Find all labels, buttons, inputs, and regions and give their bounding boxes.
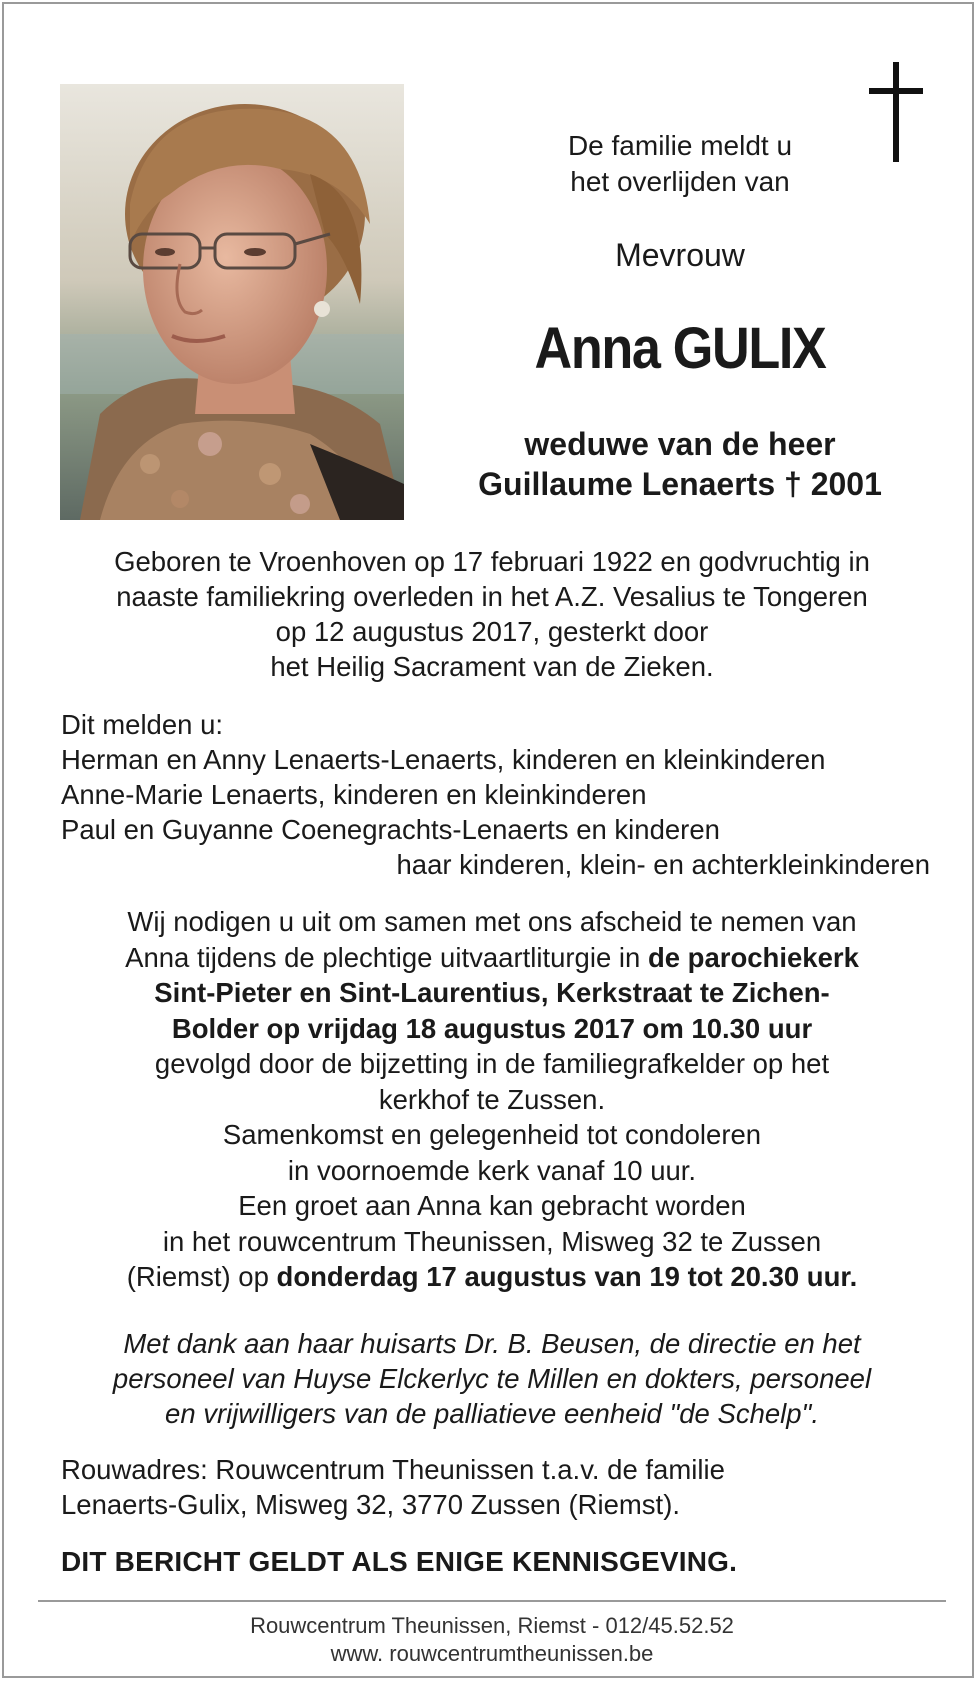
invite-line: in voornoemde kerk vanaf 10 uur. bbox=[287, 1154, 697, 1186]
invite-line: in het rouwcentrum Theunissen, Misweg 32 te Zussen bbox=[162, 1225, 822, 1257]
church-name: de parochiekerk bbox=[647, 941, 859, 973]
widow-of bbox=[434, 424, 926, 504]
announcer-row: Anne-Marie Lenaerts, kinderen en kleinkinderen bbox=[61, 779, 647, 810]
invite-line bbox=[44, 1259, 940, 1295]
announcers-heading: Dit melden u: bbox=[61, 709, 224, 740]
footer-contact: Rouwcentrum Theunissen, Riemst - 012/45.52.52 bbox=[250, 1613, 734, 1638]
invite-line bbox=[44, 975, 940, 1011]
invite-line bbox=[44, 1011, 940, 1047]
address-line: Rouwadres: Rouwcentrum Theunissen t.a.v. de familie bbox=[61, 1454, 725, 1485]
thanks-line: en vrijwilligers van de palliatieve eenheid "de Schelp". bbox=[165, 1398, 819, 1429]
paragraph-line: het Heilig Sacrament van de Zieken. bbox=[270, 651, 714, 682]
footer-divider bbox=[38, 1600, 946, 1602]
visitation-datetime: donderdag 17 augustus van 19 tot 20.30 uur. bbox=[276, 1261, 858, 1292]
announcer-closing: haar kinderen, klein- en achterkleinkinderen bbox=[396, 849, 930, 880]
portrait-illustration bbox=[60, 84, 404, 520]
thanks-paragraph bbox=[44, 1326, 940, 1431]
invite-line: Een groet aan Anna kan gebracht worden bbox=[238, 1190, 746, 1221]
paragraph-line: Geboren te Vroenhoven op 17 februari 1922 en godvruchtig in bbox=[114, 546, 870, 577]
thanks-line: Met dank aan haar huisarts Dr. B. Beusen, de directie en het bbox=[123, 1328, 861, 1359]
funeral-invitation bbox=[44, 904, 940, 1295]
invite-line: kerkhof te Zussen. bbox=[378, 1083, 606, 1115]
invite-text: Anna tijdens de plechtige uitvaartliturgie in bbox=[125, 941, 648, 973]
invite-line: gevolgd door de bijzetting in de familiegrafkelder op het bbox=[154, 1048, 830, 1079]
paragraph-line: naaste familiekring overleden in het A.Z. Vesalius te Tongeren bbox=[116, 581, 868, 612]
portrait-photo bbox=[60, 84, 404, 520]
funeral-datetime: Bolder op vrijdag 18 augustus 2017 om 10.30 uur bbox=[171, 1012, 813, 1044]
death-notice-card bbox=[2, 2, 974, 1678]
announcer-row: Herman en Anny Lenaerts-Lenaerts, kinderen en kleinkinderen bbox=[61, 744, 826, 775]
intro-text bbox=[434, 128, 926, 200]
church-location: Sint-Pieter en Sint-Laurentius, Kerkstraat te Zichen- bbox=[154, 977, 830, 1008]
intro-line: De familie meldt u bbox=[567, 130, 793, 161]
invite-line bbox=[44, 940, 940, 976]
mourning-address bbox=[61, 1452, 931, 1522]
address-line: Lenaerts-Gulix, Misweg 32, 3770 Zussen (Riemst). bbox=[61, 1489, 680, 1520]
birth-death-paragraph bbox=[44, 544, 940, 684]
intro-line: het overlijden van bbox=[570, 166, 790, 197]
thanks-line: personeel van Huyse Elckerlyc te Millen en dokters, personeel bbox=[112, 1363, 872, 1394]
footer bbox=[44, 1612, 940, 1668]
widow-line: weduwe van de heer bbox=[524, 426, 836, 462]
announcers-list bbox=[61, 707, 931, 882]
announcer-row: Paul en Guyanne Coenegrachts-Lenaerts en kinderen bbox=[61, 814, 720, 845]
salutation: Mevrouw bbox=[615, 237, 745, 273]
invite-text: (Riemst) op bbox=[126, 1261, 277, 1292]
footer-website: www. rouwcentrumtheunissen.be bbox=[330, 1641, 654, 1666]
widow-line: Guillaume Lenaerts † 2001 bbox=[478, 466, 882, 502]
invite-line: Samenkomst en gelegenheid tot condoleren bbox=[222, 1119, 762, 1150]
sole-notice: DIT BERICHT GELDT ALS ENIGE KENNISGEVING. bbox=[61, 1546, 738, 1577]
paragraph-line: op 12 augustus 2017, gesterkt door bbox=[275, 616, 709, 647]
invite-line: Wij nodigen u uit om samen met ons afscheid te nemen van bbox=[127, 906, 857, 937]
deceased-name: Anna GULIX bbox=[534, 316, 826, 381]
